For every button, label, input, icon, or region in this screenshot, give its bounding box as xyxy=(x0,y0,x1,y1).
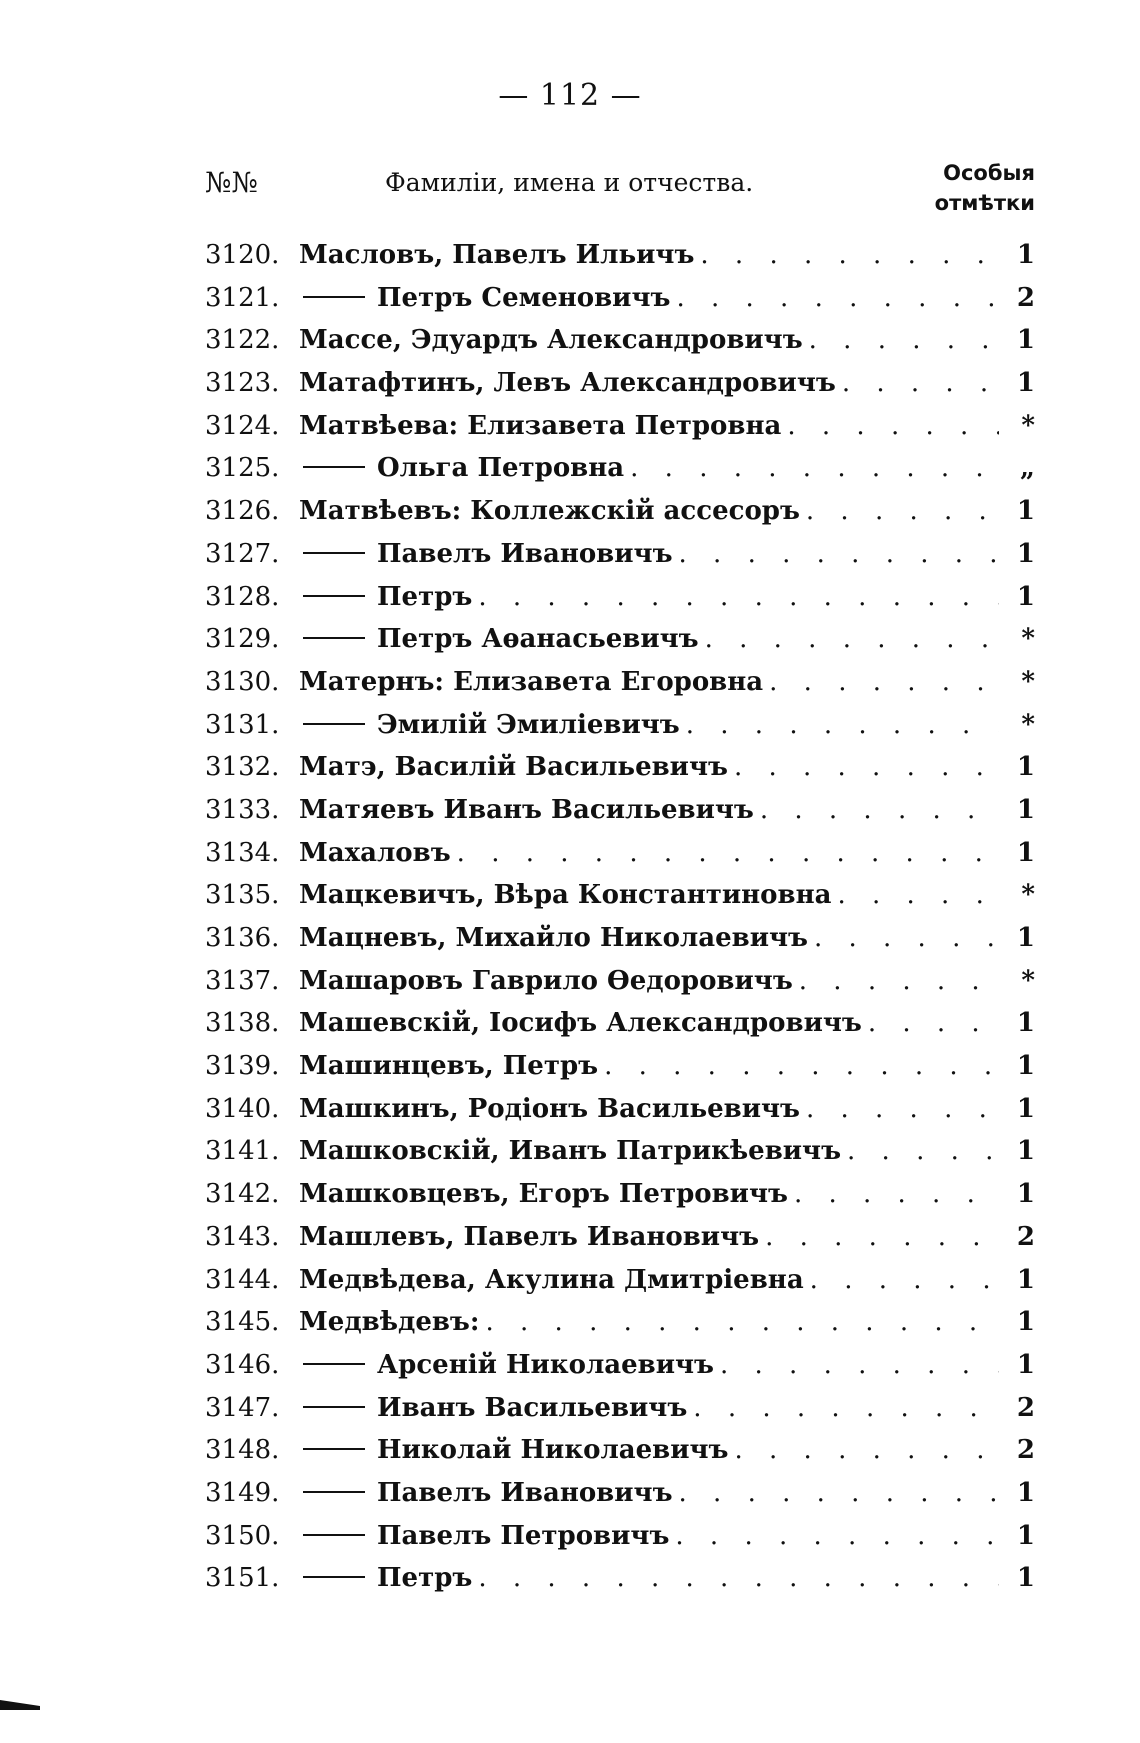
entry-number: 3139. xyxy=(205,1051,280,1082)
entry-name: Машкинъ, Родіонъ Васильевичъ xyxy=(299,1093,800,1124)
list-item xyxy=(205,447,1035,490)
entry-name-wrap xyxy=(299,1515,999,1558)
entry-name-wrap xyxy=(299,1557,999,1600)
entry-mark: 2 xyxy=(1016,1392,1035,1423)
ditto-dash xyxy=(303,1448,365,1450)
ditto-dash xyxy=(303,1406,365,1408)
ditto-dash xyxy=(303,296,365,298)
list-item xyxy=(205,362,1035,405)
column-header-notes-line2: отмѣтки xyxy=(934,191,1035,215)
entry-name: Ольга Петровна xyxy=(377,453,625,484)
entry-mark: 1 xyxy=(1016,538,1035,569)
entry-name-wrap xyxy=(299,1088,999,1131)
entry-number: 3146. xyxy=(205,1349,280,1380)
entry-name-wrap xyxy=(299,746,999,789)
entry-name: Павелъ Ивановичъ xyxy=(377,1477,673,1508)
ditto-dash xyxy=(303,1534,365,1536)
dot-leader xyxy=(673,1472,999,1515)
entries-list xyxy=(205,234,1035,1600)
entry-number: 3150. xyxy=(205,1520,280,1551)
entry-number: 3135. xyxy=(205,880,280,911)
entry-name: Иванъ Васильевичъ xyxy=(377,1392,688,1423)
entry-name-wrap xyxy=(299,1429,999,1472)
column-header-notes xyxy=(895,158,1035,218)
entry-number: 3137. xyxy=(205,965,280,996)
entry-name-wrap xyxy=(299,832,999,875)
dot-leader xyxy=(759,1216,999,1259)
entry-number: 3134. xyxy=(205,837,280,868)
dot-leader xyxy=(451,832,999,875)
entry-name-wrap xyxy=(299,1301,999,1344)
list-item xyxy=(205,1515,1035,1558)
list-item xyxy=(205,1344,1035,1387)
entry-name-wrap xyxy=(299,490,999,533)
list-item xyxy=(205,1259,1035,1302)
dot-leader xyxy=(831,874,999,917)
list-item xyxy=(205,832,1035,875)
entry-mark: 1 xyxy=(1016,752,1035,783)
dot-leader xyxy=(680,704,999,747)
list-item xyxy=(205,704,1035,747)
entry-number: 3128. xyxy=(205,581,280,612)
entry-number: 3120. xyxy=(205,240,280,270)
dot-leader xyxy=(763,661,999,704)
entry-name: Машковскій, Иванъ Патрикѣевичъ xyxy=(299,1136,842,1167)
dot-leader xyxy=(687,1387,999,1430)
list-item xyxy=(205,917,1035,960)
entry-number: 3129. xyxy=(205,624,280,655)
entry-name: Машковцевъ, Егоръ Петровичъ xyxy=(299,1179,788,1210)
list-item xyxy=(205,1173,1035,1216)
dot-leader xyxy=(754,789,999,832)
entry-number: 3133. xyxy=(205,794,280,825)
entry-name: Матэ, Василій Васильевичъ xyxy=(299,752,728,783)
list-item xyxy=(205,576,1035,619)
entry-number: 3138. xyxy=(205,1008,280,1039)
entry-name-wrap xyxy=(299,960,999,1003)
entry-mark: 1 xyxy=(1016,368,1035,399)
entry-mark: 1 xyxy=(1016,1349,1035,1380)
entry-name-wrap xyxy=(299,234,999,277)
list-item xyxy=(205,1557,1035,1600)
entry-mark: 1 xyxy=(1016,794,1035,825)
entry-name-wrap xyxy=(299,704,999,747)
dot-leader xyxy=(800,490,999,533)
entry-name: Матафтинъ, Левъ Александровичъ xyxy=(299,368,836,399)
entry-number: 3149. xyxy=(205,1477,280,1508)
entry-name: Машинцевъ, Петръ xyxy=(299,1051,599,1082)
entry-mark: 1 xyxy=(1016,240,1035,270)
table-header xyxy=(205,158,1035,228)
scan-mark xyxy=(0,1700,40,1710)
entry-mark: 1 xyxy=(1016,1179,1035,1210)
entry-name-wrap xyxy=(299,1002,999,1045)
entry-number: 3123. xyxy=(205,368,280,399)
entry-number: 3130. xyxy=(205,666,280,697)
list-item xyxy=(205,533,1035,576)
entry-number: 3136. xyxy=(205,923,280,953)
entry-mark: * xyxy=(1021,880,1035,911)
entry-name: Павелъ Ивановичъ xyxy=(377,538,673,569)
dot-leader xyxy=(472,576,999,619)
entry-mark: * xyxy=(1021,709,1035,740)
entry-name: Арсеній Николаевичъ xyxy=(377,1349,714,1380)
entry-name: Николай Николаевичъ xyxy=(377,1435,729,1466)
entry-name-wrap xyxy=(299,1259,999,1302)
list-item xyxy=(205,661,1035,704)
list-item xyxy=(205,789,1035,832)
entry-number: 3126. xyxy=(205,496,280,527)
dot-leader xyxy=(624,447,999,490)
ditto-dash xyxy=(303,466,365,468)
list-item xyxy=(205,1387,1035,1430)
entry-number: 3142. xyxy=(205,1179,280,1210)
entry-name-wrap xyxy=(299,1387,999,1430)
ditto-dash xyxy=(303,1576,365,1578)
entry-mark: 1 xyxy=(1016,837,1035,868)
entry-mark: 1 xyxy=(1016,1008,1035,1039)
entry-number: 3151. xyxy=(205,1563,280,1594)
dot-leader xyxy=(862,1002,999,1045)
entry-number: 3148. xyxy=(205,1435,280,1466)
entry-name-wrap xyxy=(299,447,999,490)
entry-mark: * xyxy=(1021,666,1035,697)
entry-name-wrap xyxy=(299,362,999,405)
entry-name: Массе, Эдуардъ Александровичъ xyxy=(299,325,803,356)
dot-leader xyxy=(699,618,999,661)
entry-number: 3127. xyxy=(205,538,280,569)
entry-number: 3145. xyxy=(205,1307,280,1338)
entry-name-wrap xyxy=(299,789,999,832)
list-item xyxy=(205,1301,1035,1344)
list-item xyxy=(205,1002,1035,1045)
column-header-notes-line1: Особыя xyxy=(943,161,1035,185)
dot-leader xyxy=(800,1088,999,1131)
entry-number: 3143. xyxy=(205,1221,280,1252)
entry-name: Мацкевичъ, Вѣра Константиновна xyxy=(299,880,832,911)
entry-name-wrap xyxy=(299,1216,999,1259)
ditto-dash xyxy=(303,637,365,639)
entry-mark: 2 xyxy=(1016,282,1035,313)
entry-mark: 1 xyxy=(1016,1563,1035,1594)
page-number: — 112 — xyxy=(498,78,642,113)
dot-leader xyxy=(673,533,999,576)
list-item xyxy=(205,960,1035,1003)
entry-name-wrap xyxy=(299,533,999,576)
entry-mark: * xyxy=(1021,965,1035,996)
dot-leader xyxy=(669,1515,999,1558)
ditto-dash xyxy=(303,1491,365,1493)
column-header-number: №№ xyxy=(205,166,258,199)
entry-mark: 1 xyxy=(1016,1093,1035,1124)
dot-leader xyxy=(729,1429,1000,1472)
entry-name: Эмилій Эмиліевичъ xyxy=(377,709,680,740)
dot-leader xyxy=(841,1130,999,1173)
entry-mark: 1 xyxy=(1016,1264,1035,1295)
entry-name-wrap xyxy=(299,1045,999,1088)
entry-name-wrap xyxy=(299,1130,999,1173)
entry-name-wrap xyxy=(299,661,999,704)
entry-name-wrap xyxy=(299,277,999,320)
dot-leader xyxy=(781,405,999,448)
entry-mark: 1 xyxy=(1016,581,1035,612)
list-item xyxy=(205,490,1035,533)
entry-mark: 2 xyxy=(1016,1435,1035,1466)
entry-name: Масловъ, Павелъ Ильичъ xyxy=(299,240,695,270)
dot-leader xyxy=(803,319,999,362)
list-item xyxy=(205,1045,1035,1088)
list-item xyxy=(205,277,1035,320)
entry-mark: „ xyxy=(1020,453,1035,484)
entry-name: Петръ xyxy=(377,581,473,612)
entry-number: 3125. xyxy=(205,453,280,484)
entry-number: 3131. xyxy=(205,709,280,740)
entry-number: 3147. xyxy=(205,1392,280,1423)
list-item xyxy=(205,405,1035,448)
entry-name-wrap xyxy=(299,874,999,917)
dot-leader xyxy=(836,362,999,405)
ditto-dash xyxy=(303,552,365,554)
entry-name-wrap xyxy=(299,917,999,960)
dot-leader xyxy=(804,1259,999,1302)
entry-name: Медвѣдевъ: xyxy=(299,1307,480,1338)
entry-name: Матвѣева: Елизавета Петровна xyxy=(299,410,782,441)
entry-name: Матвѣевъ: Коллежскій ассесоръ xyxy=(299,496,800,527)
list-item xyxy=(205,618,1035,661)
entry-name-wrap xyxy=(299,319,999,362)
entry-name: Махаловъ xyxy=(299,837,451,868)
dot-leader xyxy=(670,277,999,320)
list-item xyxy=(205,874,1035,917)
dot-leader xyxy=(714,1344,999,1387)
dot-leader xyxy=(808,917,999,960)
entry-name: Матяевъ Иванъ Васильевичъ xyxy=(299,794,754,825)
list-item xyxy=(205,1216,1035,1259)
entry-name: Машевскій, Іосифъ Александровичъ xyxy=(299,1008,862,1039)
entry-mark: 2 xyxy=(1016,1221,1035,1252)
entry-mark: 1 xyxy=(1016,1136,1035,1167)
dot-leader xyxy=(728,746,999,789)
dot-leader xyxy=(788,1173,999,1216)
entry-mark: 1 xyxy=(1016,1307,1035,1338)
ditto-dash xyxy=(303,723,365,725)
entry-name: Медвѣдева, Акулина Дмитріевна xyxy=(299,1264,804,1295)
entry-number: 3122. xyxy=(205,325,280,356)
entry-mark: 1 xyxy=(1016,1520,1035,1551)
dot-leader xyxy=(472,1557,999,1600)
dot-leader xyxy=(694,234,999,277)
ditto-dash xyxy=(303,595,365,597)
entry-number: 3124. xyxy=(205,410,280,441)
entry-number: 3132. xyxy=(205,752,280,783)
entry-name: Петръ Аѳанасьевичъ xyxy=(377,624,699,655)
dot-leader xyxy=(598,1045,999,1088)
dot-leader xyxy=(793,960,999,1003)
entry-number: 3121. xyxy=(205,282,280,313)
dot-leader xyxy=(479,1301,999,1344)
list-item xyxy=(205,1472,1035,1515)
entry-name: Матернъ: Елизавета Егоровна xyxy=(299,666,764,697)
column-header-names: Фамиліи, имена и отчества. xyxy=(385,168,754,197)
entry-name-wrap xyxy=(299,1173,999,1216)
entry-name: Машаровъ Гаврило Ѳедоровичъ xyxy=(299,965,793,996)
entry-name-wrap xyxy=(299,618,999,661)
list-item xyxy=(205,746,1035,789)
list-item xyxy=(205,234,1035,277)
entry-mark: 1 xyxy=(1016,1477,1035,1508)
list-item xyxy=(205,1088,1035,1131)
ditto-dash xyxy=(303,1363,365,1365)
entry-name: Мацневъ, Михайло Николаевичъ xyxy=(299,923,808,953)
entry-name-wrap xyxy=(299,405,999,448)
entry-number: 3140. xyxy=(205,1093,280,1124)
entry-name-wrap xyxy=(299,1472,999,1515)
entry-name-wrap xyxy=(299,576,999,619)
entry-name: Павелъ Петровичъ xyxy=(377,1520,670,1551)
entry-number: 3141. xyxy=(205,1136,280,1167)
entry-mark: * xyxy=(1021,624,1035,655)
entry-mark: 1 xyxy=(1016,325,1035,356)
entry-mark: 1 xyxy=(1016,1051,1035,1082)
list-item xyxy=(205,1130,1035,1173)
entry-mark: * xyxy=(1021,410,1035,441)
entry-name: Петръ xyxy=(377,1563,473,1594)
entry-number: 3144. xyxy=(205,1264,280,1295)
entry-name: Машлевъ, Павелъ Ивановичъ xyxy=(299,1221,760,1252)
list-item xyxy=(205,1429,1035,1472)
entry-mark: 1 xyxy=(1016,923,1035,953)
list-item xyxy=(205,319,1035,362)
entry-mark: 1 xyxy=(1016,496,1035,527)
entry-name-wrap xyxy=(299,1344,999,1387)
entry-name: Петръ Семеновичъ xyxy=(377,282,671,313)
